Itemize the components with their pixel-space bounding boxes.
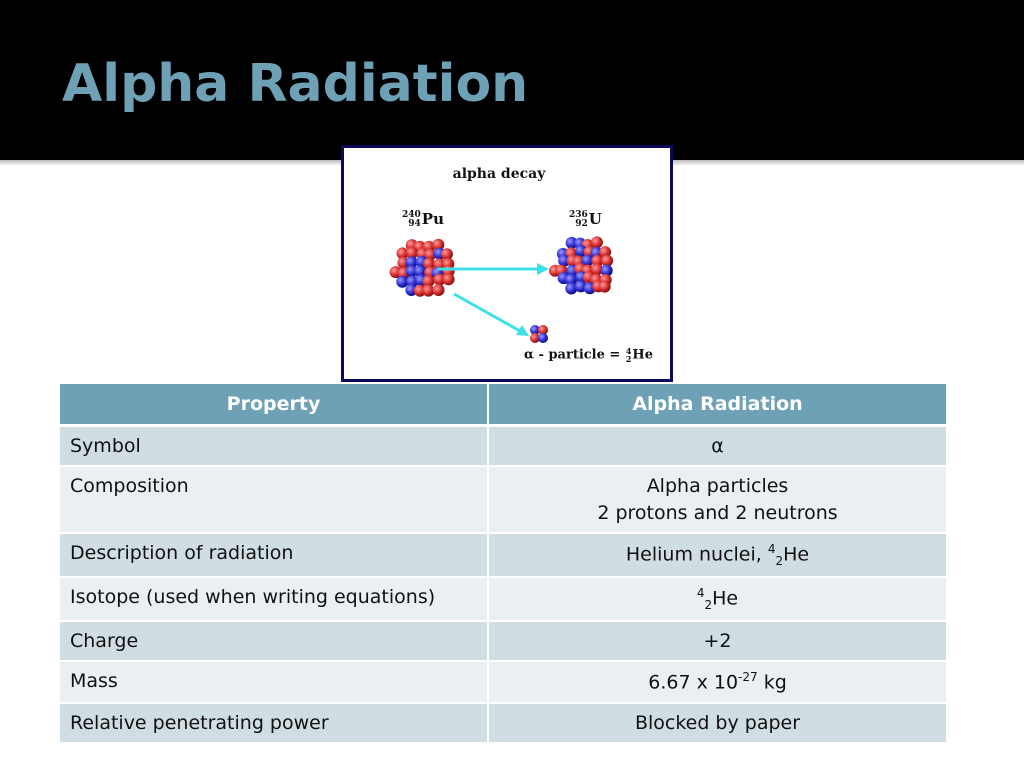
table-row [60, 577, 947, 621]
daughter-atomic: 92 [575, 219, 588, 229]
isotope-mass: 4 [696, 586, 705, 601]
proton [591, 236, 603, 248]
figure-title: alpha decay [452, 166, 546, 182]
neutron [538, 333, 548, 343]
daughter-symbol: U [588, 210, 602, 228]
proton [433, 284, 445, 296]
row-value [488, 577, 947, 621]
desc-symbol: He [783, 543, 810, 566]
isotope-symbol: He [712, 587, 739, 610]
table-header-row [60, 384, 947, 426]
properties-table [60, 384, 948, 744]
desc-atomic: 2 [775, 554, 784, 569]
row-value: Blocked by paper [488, 703, 947, 743]
row-property: Mass [60, 661, 488, 702]
row-property: Symbol [60, 426, 488, 467]
table-row [60, 703, 947, 743]
table-row [60, 533, 947, 577]
parent-symbol: Pu [421, 210, 444, 228]
table-row [60, 621, 947, 661]
daughter-mass: 236 [569, 210, 588, 220]
row-value: +2 [488, 621, 947, 661]
parent-mass: 240 [402, 210, 421, 220]
proton [443, 273, 455, 285]
alpha-mass: 4 [625, 346, 632, 356]
composition-line1: Alpha particles [646, 475, 789, 497]
slide-title: Alpha Radiation [62, 54, 529, 114]
proton [599, 281, 611, 293]
mass-exponent: -27 [738, 670, 758, 685]
table-row [60, 426, 947, 467]
table-row [60, 466, 947, 533]
row-value: α [488, 426, 947, 467]
alpha-particle-label [524, 347, 653, 363]
daughter-nucleus [549, 236, 613, 294]
mass-unit: kg [757, 671, 787, 694]
row-property: Isotope (used when writing equations) [60, 577, 488, 621]
composition-line2: 2 protons and 2 neutrons [597, 502, 838, 524]
alpha-particle [530, 325, 548, 343]
decay-arrowhead [537, 263, 549, 275]
emission-arrow [454, 294, 520, 331]
desc-text: Helium nuclei, [625, 543, 768, 566]
alpha-label-prefix: α - particle = [524, 347, 625, 363]
header-alpha-radiation: Alpha Radiation [488, 384, 947, 426]
decay-diagram [344, 148, 670, 379]
alpha-decay-figure [341, 145, 673, 382]
header-property: Property [60, 384, 488, 426]
row-value [488, 661, 947, 702]
row-value [488, 466, 947, 533]
parent-atomic: 94 [408, 219, 421, 229]
row-property: Description of radiation [60, 533, 488, 577]
row-property: Relative penetrating power [60, 703, 488, 743]
row-property: Composition [60, 466, 488, 533]
alpha-atomic: 2 [625, 354, 632, 364]
mass-base: 6.67 x 10 [648, 671, 739, 694]
row-value [488, 533, 947, 577]
desc-mass: 4 [767, 542, 776, 556]
alpha-symbol: He [632, 347, 653, 363]
isotope-atomic: 2 [704, 598, 713, 613]
table-row [60, 661, 947, 702]
row-property: Charge [60, 621, 488, 661]
